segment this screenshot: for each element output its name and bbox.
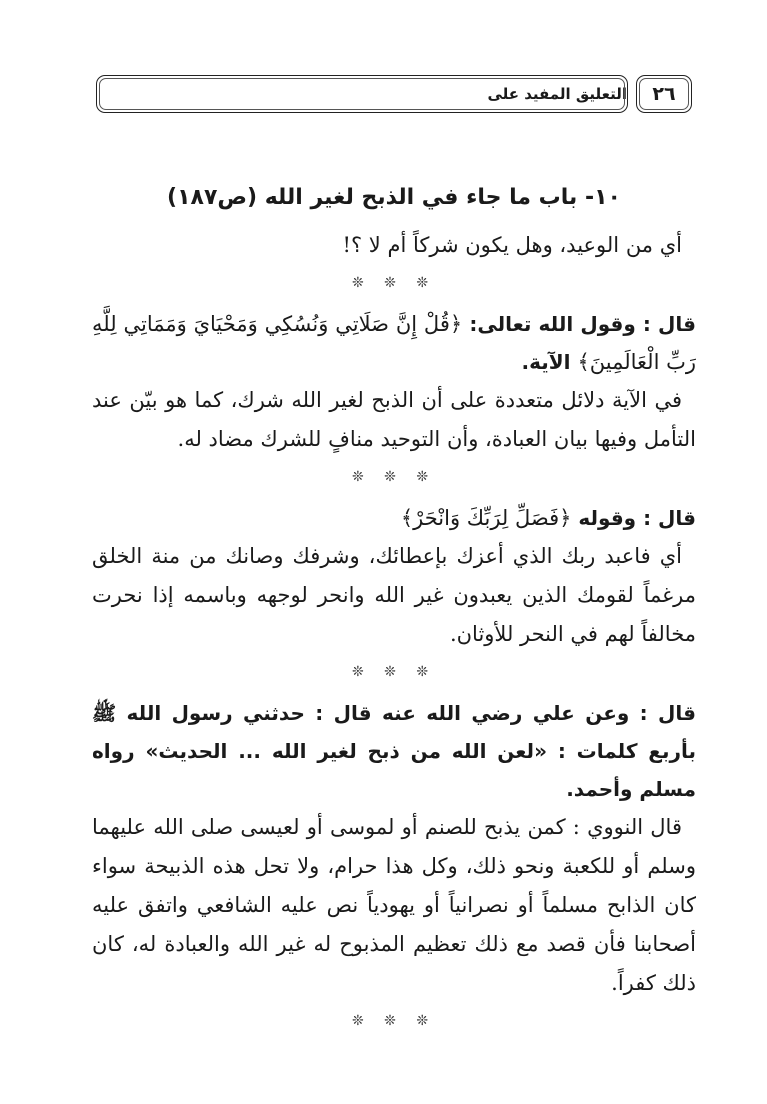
section-verse-2 bbox=[92, 499, 696, 654]
chapter-intro: أي من الوعيد، وهل يكون شركاً أم لا ؟! bbox=[342, 233, 682, 257]
hadith-commentary: قال النووي : كمن يذبح للصنم أو لموسى أو لعيسى صلى الله عليهما وسلم أو للكعبة ونحو ذلك، وكل هذا حرام، ولا تحل هذه الذبيحة سواء كان الذابح مسلماً أو نصرانياً أو يهودياً نص عليه الشافعي واتفق عليه أصحابنا فأن قصد مع ذلك تعظيم المذبوح له غير الله والعبادة له، كان ذلك كفراً. bbox=[92, 815, 696, 995]
verse-2-quran: ﴿فَصَلِّ لِرَبِّكَ وَانْحَرْ﴾ bbox=[400, 506, 572, 530]
chapter-heading: ١٠- باب ما جاء في الذبح لغير الله (ص١٨٧) bbox=[167, 185, 621, 210]
page-header bbox=[96, 75, 692, 115]
section-separator: ❊ ❊ ❊ bbox=[351, 469, 437, 485]
page-body bbox=[92, 170, 696, 1043]
verse-2-commentary: أي فاعبد ربك الذي أعزك بإعطائك، وشرفك وصانك من منة الخلق مرغماً لقومك الذين يعبدون غير الله وانحر لوجهه وباسمه إذا نحرت مخالفاً لهم في النحر للأوثان. bbox=[92, 544, 696, 646]
section-separator: ❊ ❊ ❊ bbox=[351, 275, 437, 291]
verse-2-lead: قال : وقوله bbox=[578, 506, 696, 530]
verse-1-lead: قال : وقول الله تعالى: bbox=[469, 312, 697, 336]
verse-1-commentary: في الآية دلائل متعددة على أن الذبح لغير الله شرك، كما هو بيّن عند التأمل وفيها بيان العبادة، وأن التوحيد منافٍ للشرك مضاد له. bbox=[92, 388, 696, 451]
running-title: التعليق المفيد على bbox=[96, 75, 628, 113]
verse-2-quote bbox=[92, 499, 696, 537]
section-separator: ❊ ❊ ❊ bbox=[351, 1013, 437, 1029]
section-verse-1 bbox=[92, 305, 696, 459]
verse-1-tail: الآية. bbox=[521, 350, 571, 374]
verse-1-quote bbox=[92, 305, 696, 381]
section-hadith bbox=[92, 694, 696, 1003]
page-number: ٢٦ bbox=[636, 75, 692, 113]
section-separator: ❊ ❊ ❊ bbox=[351, 664, 437, 680]
hadith-text: قال : وعن علي رضي الله عنه قال : حدثني رسول الله ﷺ بأربع كلمات : «لعن الله من ذبح لغير الله ... الحديث» رواه مسلم وأحمد. bbox=[92, 701, 696, 801]
verse-1-quran: ﴿قُلْ إِنَّ صَلَاتِي وَنُسُكِي وَمَحْيَايَ وَمَمَاتِي لِلَّهِ رَبِّ الْعَالَمِينَ﴾ bbox=[92, 312, 696, 374]
